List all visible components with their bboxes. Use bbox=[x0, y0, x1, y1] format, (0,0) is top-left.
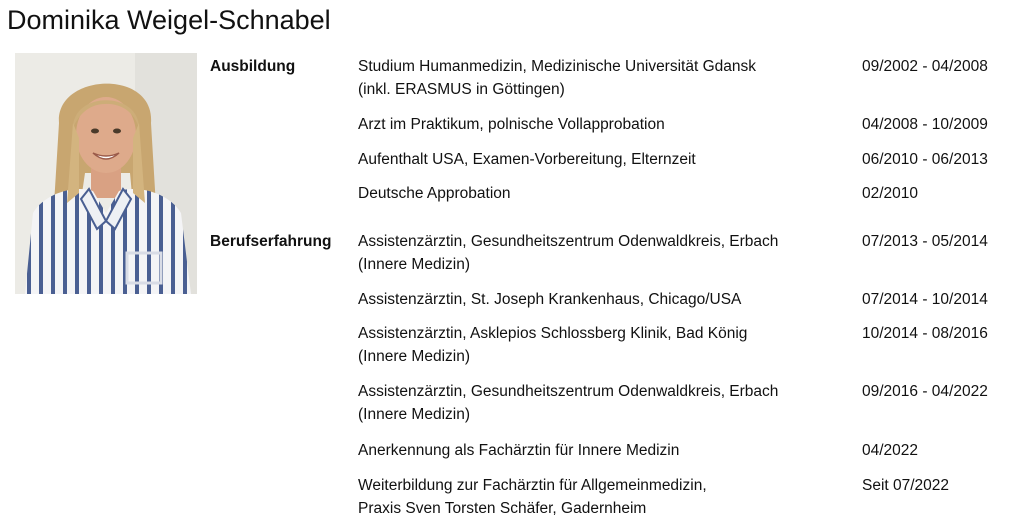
section-label-ausbildung: Ausbildung bbox=[210, 58, 296, 75]
entry-date: 07/2014 - 10/2014 bbox=[862, 291, 988, 308]
entry-description: Aufenthalt USA, Examen-Vorbereitung, Elternzeit bbox=[358, 151, 696, 168]
entry-date: 07/2013 - 05/2014 bbox=[862, 233, 988, 250]
entry-date: 04/2022 bbox=[862, 442, 919, 459]
entry-date: 09/2002 - 04/2008 bbox=[862, 58, 988, 75]
entry-description: Assistenzärztin, St. Joseph Krankenhaus, Chicago/USA bbox=[358, 291, 742, 308]
entry-description: Weiterbildung zur Fachärztin für Allgemeinmedizin, Praxis Sven Torsten Schäfer, Gadernheim bbox=[358, 477, 707, 517]
entry-date: 10/2014 - 08/2016 bbox=[862, 325, 988, 342]
entry-description: Assistenzärztin, Gesundheitszentrum Odenwaldkreis, Erbach (Innere Medizin) bbox=[358, 233, 779, 273]
entry-description: Studium Humanmedizin, Medizinische Universität Gdansk (inkl. ERASMUS in Göttingen) bbox=[358, 58, 756, 98]
entry-date: 04/2008 - 10/2009 bbox=[862, 116, 988, 133]
person-name: Dominika Weigel-Schnabel bbox=[7, 5, 331, 35]
entry-description: Assistenzärztin, Gesundheitszentrum Odenwaldkreis, Erbach (Innere Medizin) bbox=[358, 383, 779, 423]
entry-date: Seit 07/2022 bbox=[862, 477, 950, 494]
entry-description: Assistenzärztin, Asklepios Schlossberg Klinik, Bad König (Innere Medizin) bbox=[358, 325, 748, 365]
entry-description: Arzt im Praktikum, polnische Vollapprobation bbox=[358, 116, 665, 133]
entry-date: 09/2016 - 04/2022 bbox=[862, 383, 988, 400]
entry-date: 06/2010 - 06/2013 bbox=[862, 151, 988, 168]
entry-date: 02/2010 bbox=[862, 185, 919, 202]
entry-description: Deutsche Approbation bbox=[358, 185, 511, 202]
entry-description: Anerkennung als Fachärztin für Innere Medizin bbox=[358, 442, 680, 459]
section-label-berufserfahrung: Berufserfahrung bbox=[210, 233, 332, 250]
